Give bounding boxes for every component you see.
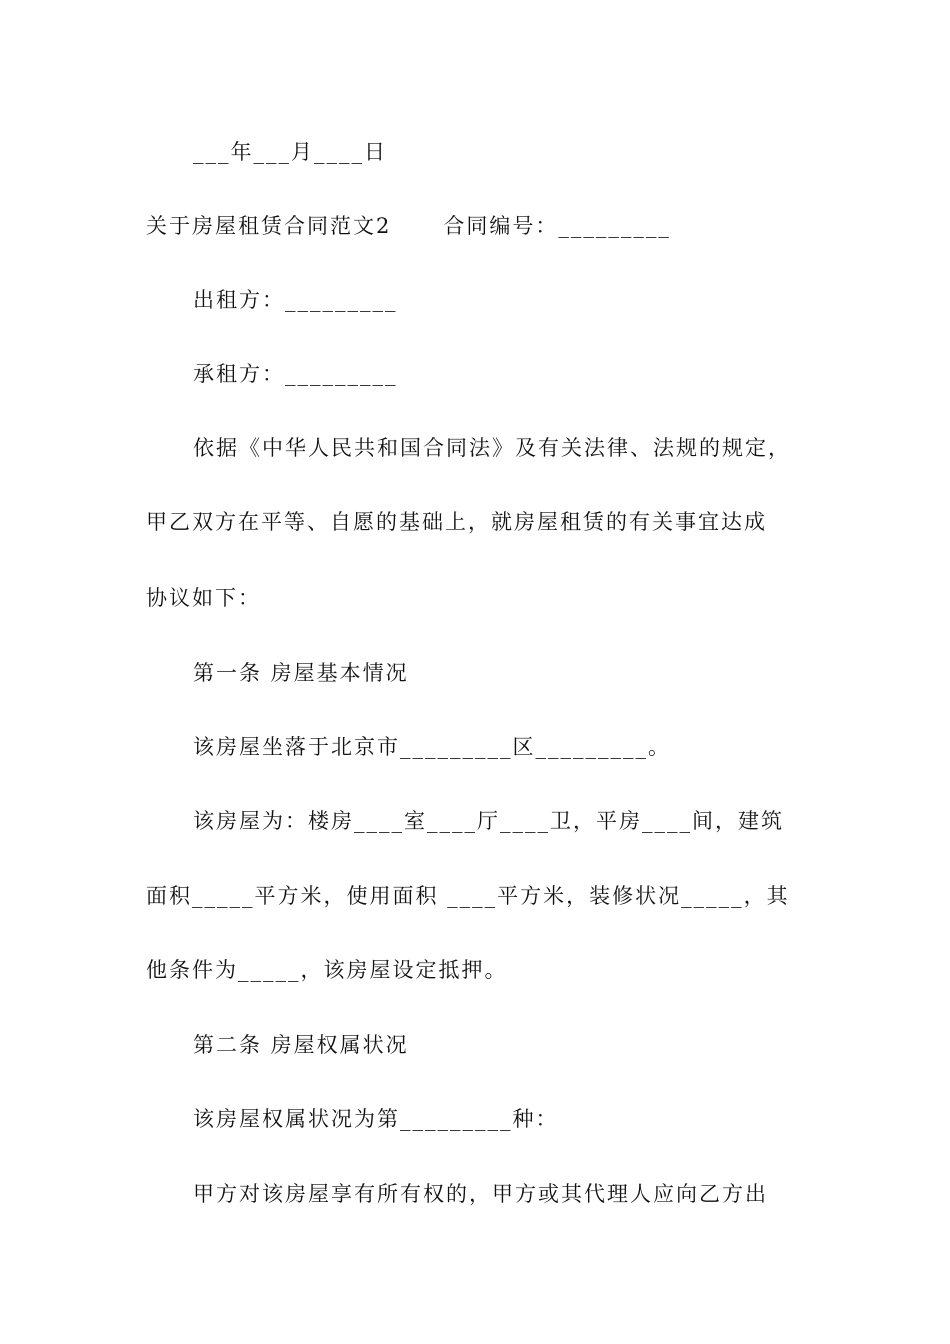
- article-1-layout-line-3: 他条件为_____，该房屋设定抵押。: [146, 958, 508, 982]
- preamble-line-2: 甲乙双方在平等、自愿的基础上，就房屋租赁的有关事宜达成: [146, 510, 767, 534]
- article-2-heading: 第二条 房屋权属状况: [193, 1033, 409, 1057]
- preamble-line-1: 依据《中华人民共和国合同法》及有关法律、法规的规定，: [193, 436, 791, 460]
- contract-title-line: 关于房屋租赁合同范文2 合同编号：_________: [146, 214, 671, 238]
- article-1-layout-line-1: 该房屋为：楼房____室____厅____卫，平房____间，建筑: [193, 809, 784, 833]
- lessee-line: 承租方：_________: [193, 362, 398, 386]
- article-2-ownership-line: 甲方对该房屋享有所有权的，甲方或其代理人应向乙方出: [193, 1182, 768, 1206]
- article-2-status: 该房屋权属状况为第_________种：: [193, 1107, 559, 1131]
- article-1-layout-line-2: 面积_____平方米，使用面积 ____平方米，装修状况_____，其: [146, 884, 790, 908]
- article-1-location: 该房屋坐落于北京市_________区_________。: [193, 735, 671, 759]
- preamble-line-3: 协议如下：: [146, 586, 261, 610]
- date-line: ___年___月____日: [193, 140, 387, 164]
- article-1-heading: 第一条 房屋基本情况: [193, 661, 409, 685]
- lessor-line: 出租方：_________: [193, 288, 398, 312]
